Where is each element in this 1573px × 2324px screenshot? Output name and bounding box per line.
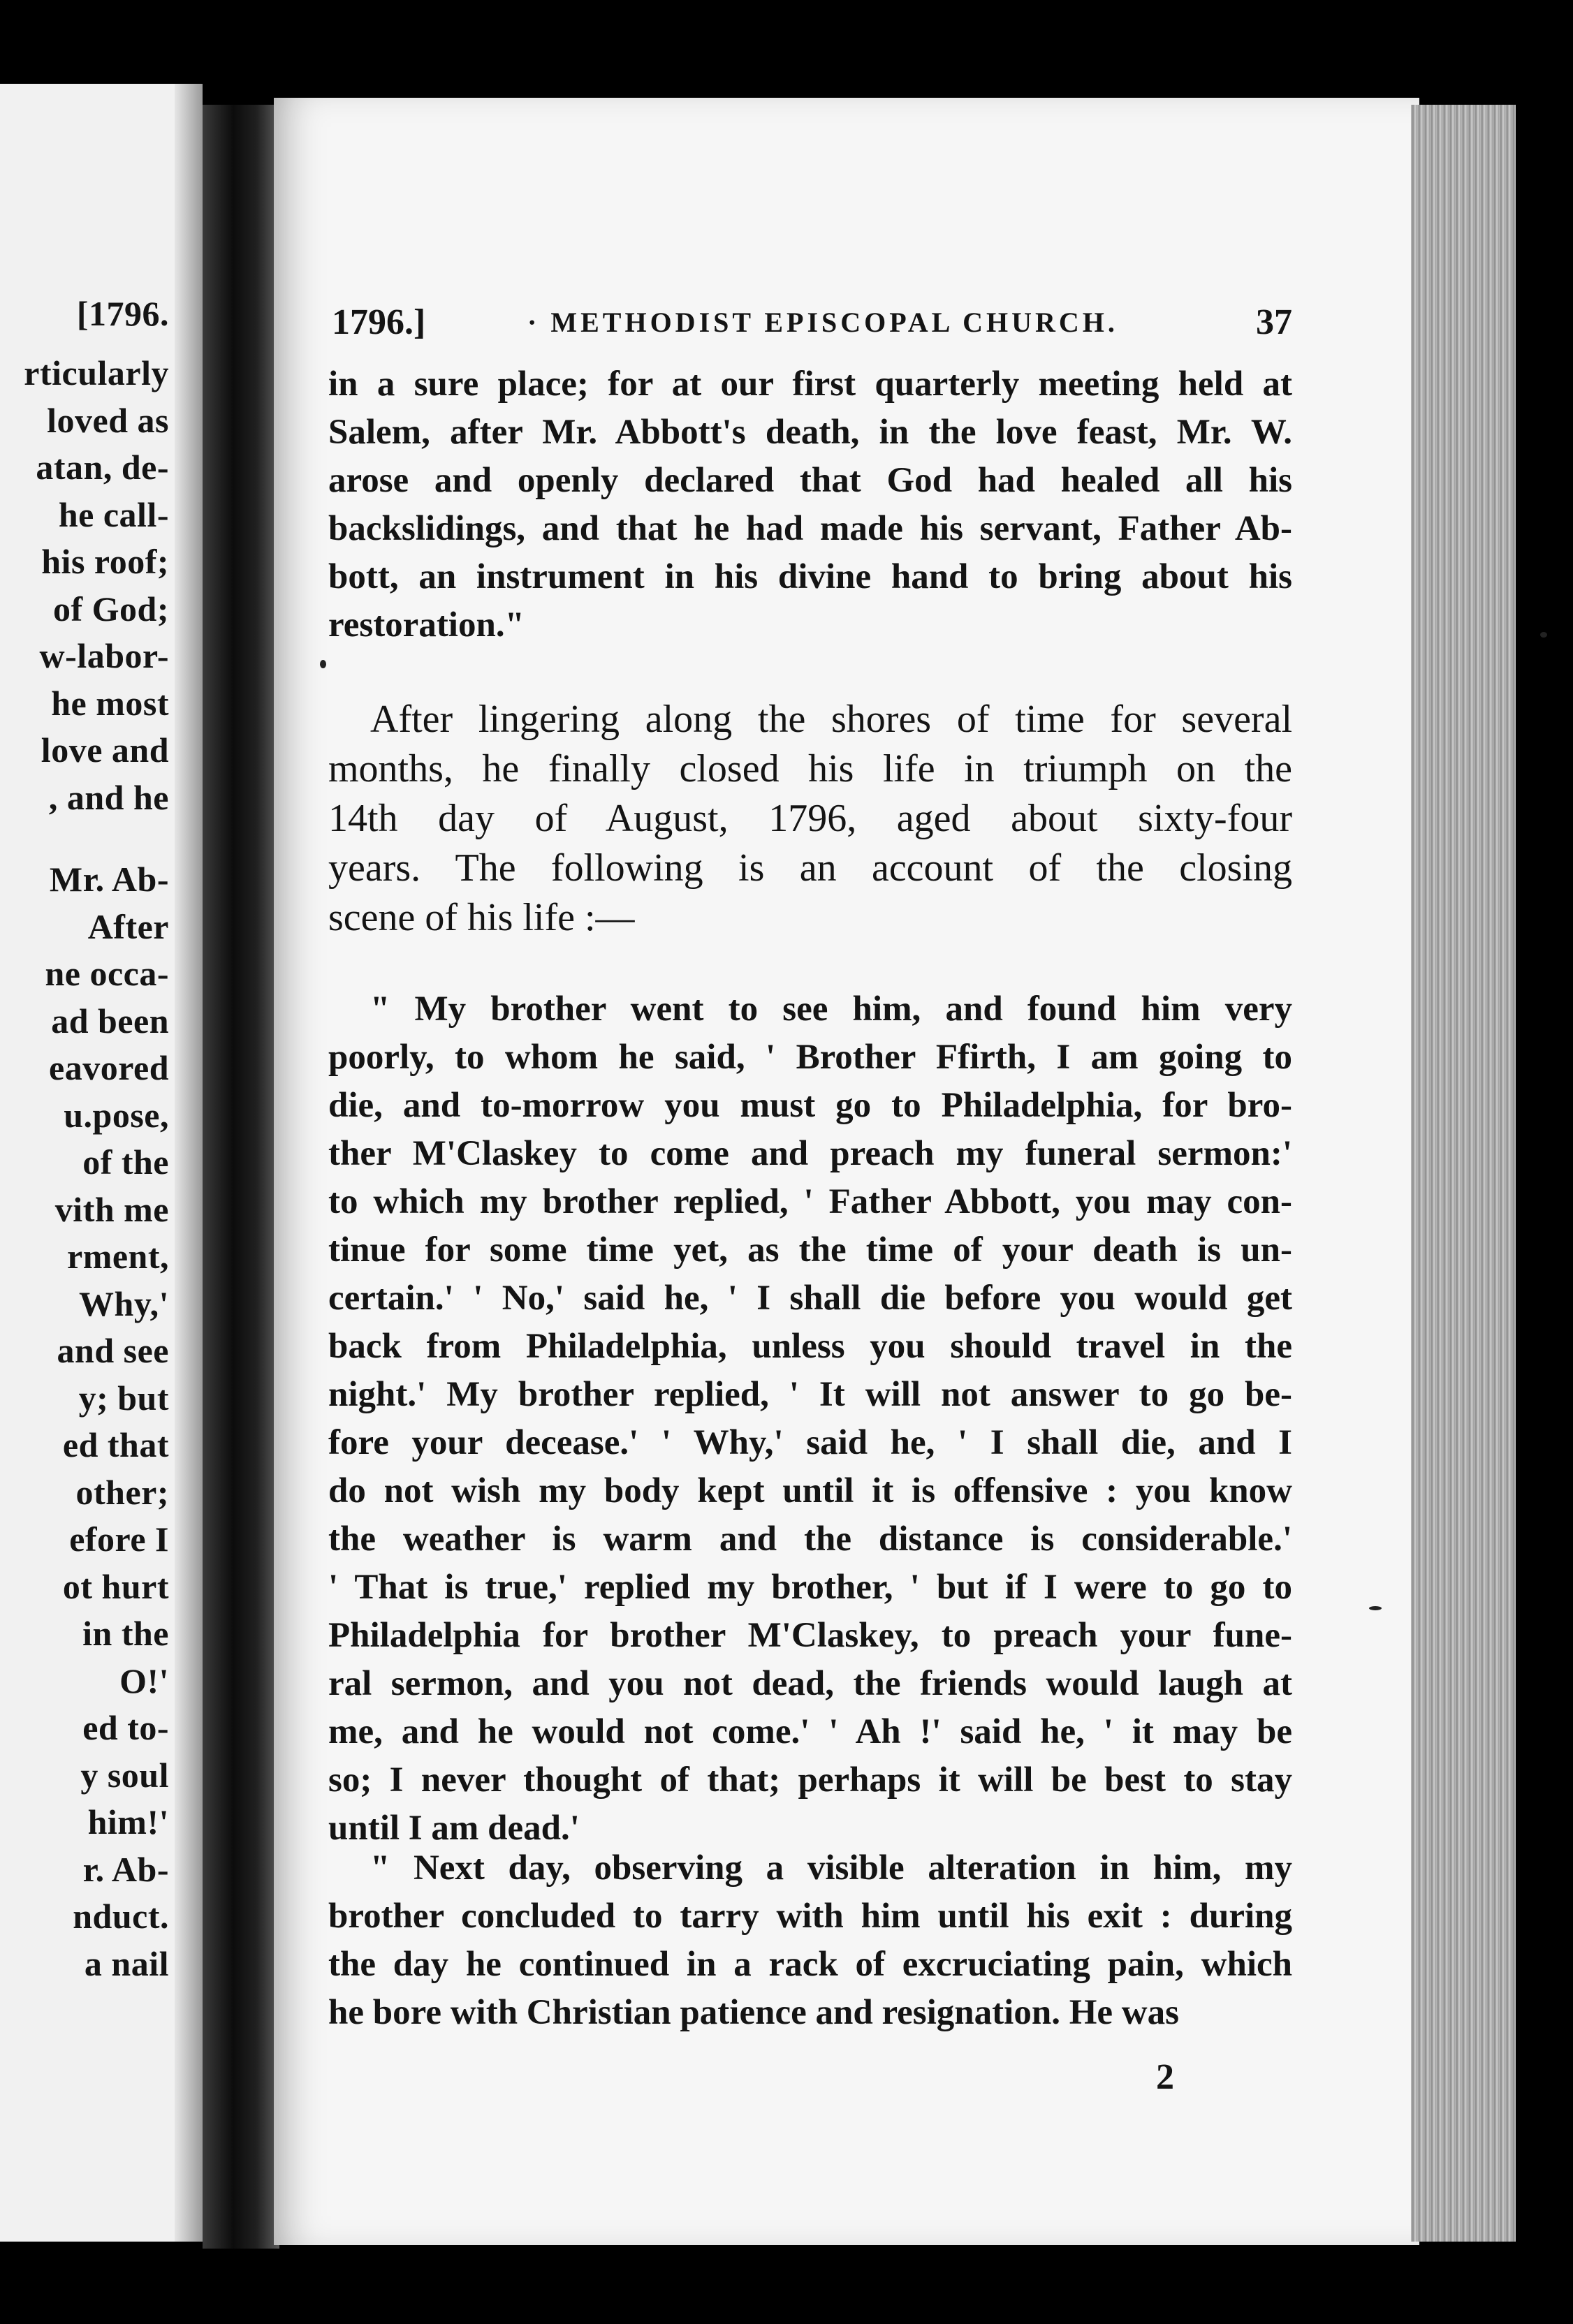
left-page-line: ed that — [62, 1425, 169, 1464]
left-page-line: other; — [75, 1472, 169, 1512]
text-line: the day he continued in a rack of excruciating pain, which — [328, 1945, 1292, 1984]
text-line: so; I never thought of that; perhaps it will be best to stay — [328, 1760, 1292, 1800]
left-page-line: ad been — [51, 1001, 169, 1040]
text-line: restoration." — [328, 605, 525, 645]
running-head-title: · METHODIST EPISCOPAL CHURCH. — [527, 307, 1118, 338]
left-page-line: he most — [51, 683, 169, 723]
text-line: in a sure place; for at our first quarterly meeting held at — [328, 365, 1292, 404]
text-line: 14th day of August, 1796, aged about sixty-four — [328, 797, 1292, 840]
left-page-line: in the — [82, 1614, 169, 1653]
left-page-line: rticularly — [24, 353, 169, 392]
text-line: After lingering along the shores of time for several — [370, 698, 1292, 741]
text-line: scene of his life :— — [328, 896, 635, 939]
left-page-line: atan, de- — [36, 448, 169, 487]
left-page-line: loved as — [47, 400, 169, 440]
left-page-line: After — [87, 906, 169, 946]
left-page-line: him!' — [87, 1802, 169, 1841]
left-page-header: [1796. — [76, 294, 169, 333]
left-page-line: y soul — [80, 1755, 169, 1795]
text-line: me, and he would not come.' ' Ah !' said he, ' it may be — [328, 1712, 1292, 1751]
left-page-line: rment, — [67, 1237, 169, 1276]
left-page-line: nduct. — [73, 1897, 169, 1936]
left-page-line: love and — [41, 730, 169, 770]
text-line: poorly, to whom he said, ' Brother Ffirth, I am going to — [328, 1038, 1292, 1077]
text-line: years. The following is an account of the closing — [328, 846, 1292, 890]
left-page-line: ne occa- — [45, 954, 169, 993]
text-line: backslidings, and that he had made his servant, Father Ab- — [328, 509, 1292, 548]
text-line: brother concluded to tarry with him until his exit : during — [328, 1897, 1292, 1936]
left-page-line: of the — [82, 1142, 169, 1182]
text-line: die, and to-morrow you must go to Philadelphia, for bro- — [328, 1086, 1292, 1125]
text-line: bott, an instrument in his divine hand to bring about his — [328, 557, 1292, 596]
page-number: 37 — [1256, 302, 1292, 342]
text-line: Salem, after Mr. Abbott's death, in the love feast, Mr. W. — [328, 413, 1292, 452]
text-line: fore your decease.' ' Why,' said he, ' I shall die, and I — [328, 1423, 1292, 1462]
left-page-line: y; but — [78, 1378, 169, 1418]
left-page-line: w-labor- — [39, 636, 169, 675]
text-line: tinue for some time yet, as the time of your death is un- — [328, 1230, 1292, 1270]
left-page-curve — [175, 84, 203, 2242]
text-line: night.' My brother replied, ' It will not answer to go be- — [328, 1375, 1292, 1414]
text-line: ral sermon, and you not dead, the friends would laugh at — [328, 1664, 1292, 1703]
left-page-line: of God; — [53, 589, 169, 628]
left-page-line: Mr. Ab- — [49, 860, 169, 899]
text-line: until I am dead.' — [328, 1809, 580, 1848]
text-line: " Next day, observing a visible alteration in him, my — [370, 1848, 1292, 1888]
left-page-line: eavored — [49, 1048, 169, 1087]
text-line: arose and openly declared that God had healed all his — [328, 461, 1292, 500]
left-page-line: u.pose, — [64, 1095, 169, 1135]
left-page-line: his roof; — [41, 542, 169, 581]
left-page-line: r. Ab- — [82, 1849, 169, 1889]
left-page-line: vith me — [54, 1189, 169, 1229]
left-page-line: ed to- — [82, 1708, 169, 1747]
text-line: to which my brother replied, ' Father Abbott, you may con- — [328, 1182, 1292, 1221]
text-line: do not wish my body kept until it is offensive : you know — [328, 1471, 1292, 1510]
running-head — [332, 302, 1292, 351]
text-line: certain.' ' No,' said he, ' I shall die before you would get — [328, 1279, 1292, 1318]
text-line: " My brother went to see him, and found him very — [370, 990, 1292, 1029]
left-page-line: and see — [57, 1331, 169, 1370]
dust-speck — [1369, 1606, 1382, 1610]
text-line: Philadelphia for brother M'Claskey, to preach your fune- — [328, 1616, 1292, 1655]
dust-speck — [1540, 632, 1547, 638]
left-page-fragment — [0, 84, 203, 2242]
signature-mark: 2 — [1156, 2057, 1174, 2097]
left-page-line: ot hurt — [62, 1566, 169, 1606]
page-edges — [1411, 105, 1516, 2242]
running-head-year: 1796.] — [332, 302, 426, 342]
text-line: back from Philadelphia, unless you should travel in the — [328, 1327, 1292, 1366]
text-line: ther M'Claskey to come and preach my funeral sermon:' — [328, 1134, 1292, 1173]
left-page-line: O!' — [119, 1661, 169, 1700]
left-page-line: he call- — [58, 494, 169, 534]
dust-speck — [320, 660, 326, 668]
text-line: the weather is warm and the distance is considerable.' — [328, 1520, 1292, 1559]
left-page-line: efore I — [69, 1520, 169, 1559]
text-line: ' That is true,' replied my brother, ' but if I were to go to — [328, 1568, 1292, 1607]
text-line: he bore with Christian patience and resignation. He was — [328, 1993, 1179, 2032]
left-page-line: Why,' — [79, 1284, 169, 1323]
left-page-line: a nail — [84, 1943, 169, 1983]
book-gutter — [203, 105, 279, 2249]
text-line: months, he finally closed his life in triumph on the — [328, 747, 1292, 790]
left-page-line: , and he — [48, 777, 169, 817]
